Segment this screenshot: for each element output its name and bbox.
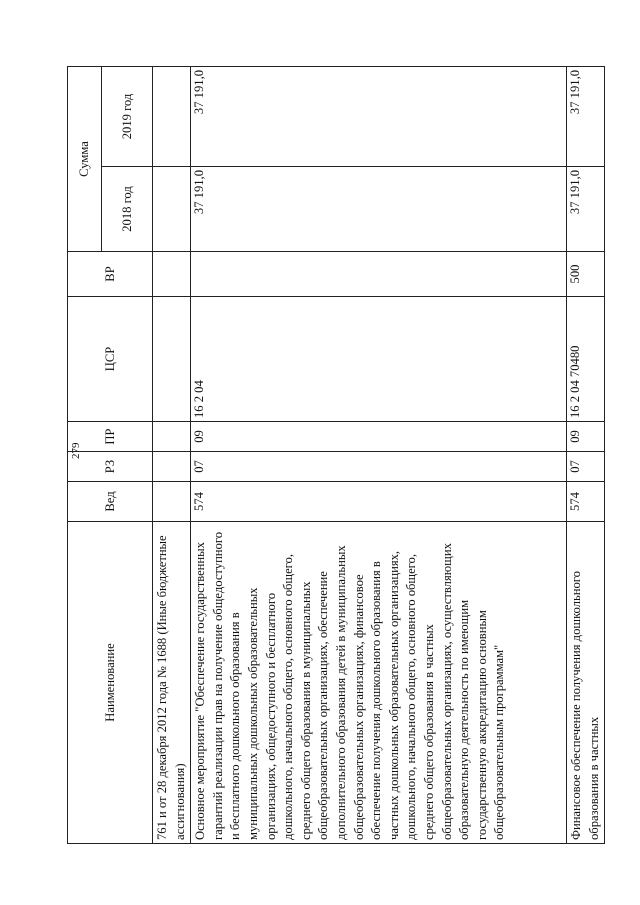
cell-2019: 37 191,0 xyxy=(567,66,605,166)
cell-vr xyxy=(153,252,191,297)
cell-ved: 574 xyxy=(567,482,605,522)
cell-2019 xyxy=(153,66,191,166)
cell-pr xyxy=(153,422,191,452)
cell-name: Основное мероприятие "Обеспечение государственных гарантий реализации прав на получение общедоступного и бесплатного дошкольного образования в муниципальных дошкольных образовательных организациях, общедоступного и бесплатного дошкольного, начального общего, основного общего, среднего общего образования в муниципальных общеобразовательных организациях, обеспечение дополнительного образования детей в муниципальных общеобразовательных организациях, финансовое обеспечение получения дошкольного образования в частных дошкольных образовательных организациях, дошкольного, начального общего, основного общего, среднего общего образования в частных общеобразовательных организациях, осуществляющих образовательную деятельность по имеющим государственную аккредитацию основным общеобразовательным программам" xyxy=(191,522,567,844)
header-rz: РЗ xyxy=(68,452,153,482)
cell-name: Финансовое обеспечение получения дошкольного образования в частных xyxy=(567,522,605,844)
page-number: 279 xyxy=(70,442,82,459)
cell-csr xyxy=(153,297,191,422)
cell-pr: 09 xyxy=(567,422,605,452)
table-row xyxy=(153,66,191,843)
table-row xyxy=(191,66,567,843)
header-row-1 xyxy=(68,66,102,843)
cell-vr xyxy=(191,252,567,297)
header-ved: Вед xyxy=(68,482,153,522)
header-name: Наименование xyxy=(68,522,153,844)
cell-rz: 07 xyxy=(567,452,605,482)
header-2018: 2018 год xyxy=(102,167,153,252)
cell-pr: 09 xyxy=(191,422,567,452)
header-2019: 2019 год xyxy=(102,66,153,166)
header-pr: ПР xyxy=(68,422,153,452)
cell-2018: 37 191,0 xyxy=(191,167,567,252)
cell-2018: 37 191,0 xyxy=(567,167,605,252)
cell-ved: 574 xyxy=(191,482,567,522)
cell-vr: 500 xyxy=(567,252,605,297)
header-sum: Сумма xyxy=(68,66,102,251)
header-vr: ВР xyxy=(68,252,153,297)
header-csr: ЦСР xyxy=(68,297,153,422)
cell-csr: 16 2 04 70480 xyxy=(567,297,605,422)
cell-rz xyxy=(153,452,191,482)
rotated-table-container xyxy=(67,67,601,844)
cell-csr: 16 2 04 xyxy=(191,297,567,422)
cell-2018 xyxy=(153,167,191,252)
cell-name: 761 и от 28 декабря 2012 года № 1688 (Иные бюджетные ассигнования) xyxy=(153,522,191,844)
cell-2019: 37 191,0 xyxy=(191,66,567,166)
cell-rz: 07 xyxy=(191,452,567,482)
budget-table xyxy=(67,66,605,844)
table-row xyxy=(567,66,605,843)
cell-ved xyxy=(153,482,191,522)
